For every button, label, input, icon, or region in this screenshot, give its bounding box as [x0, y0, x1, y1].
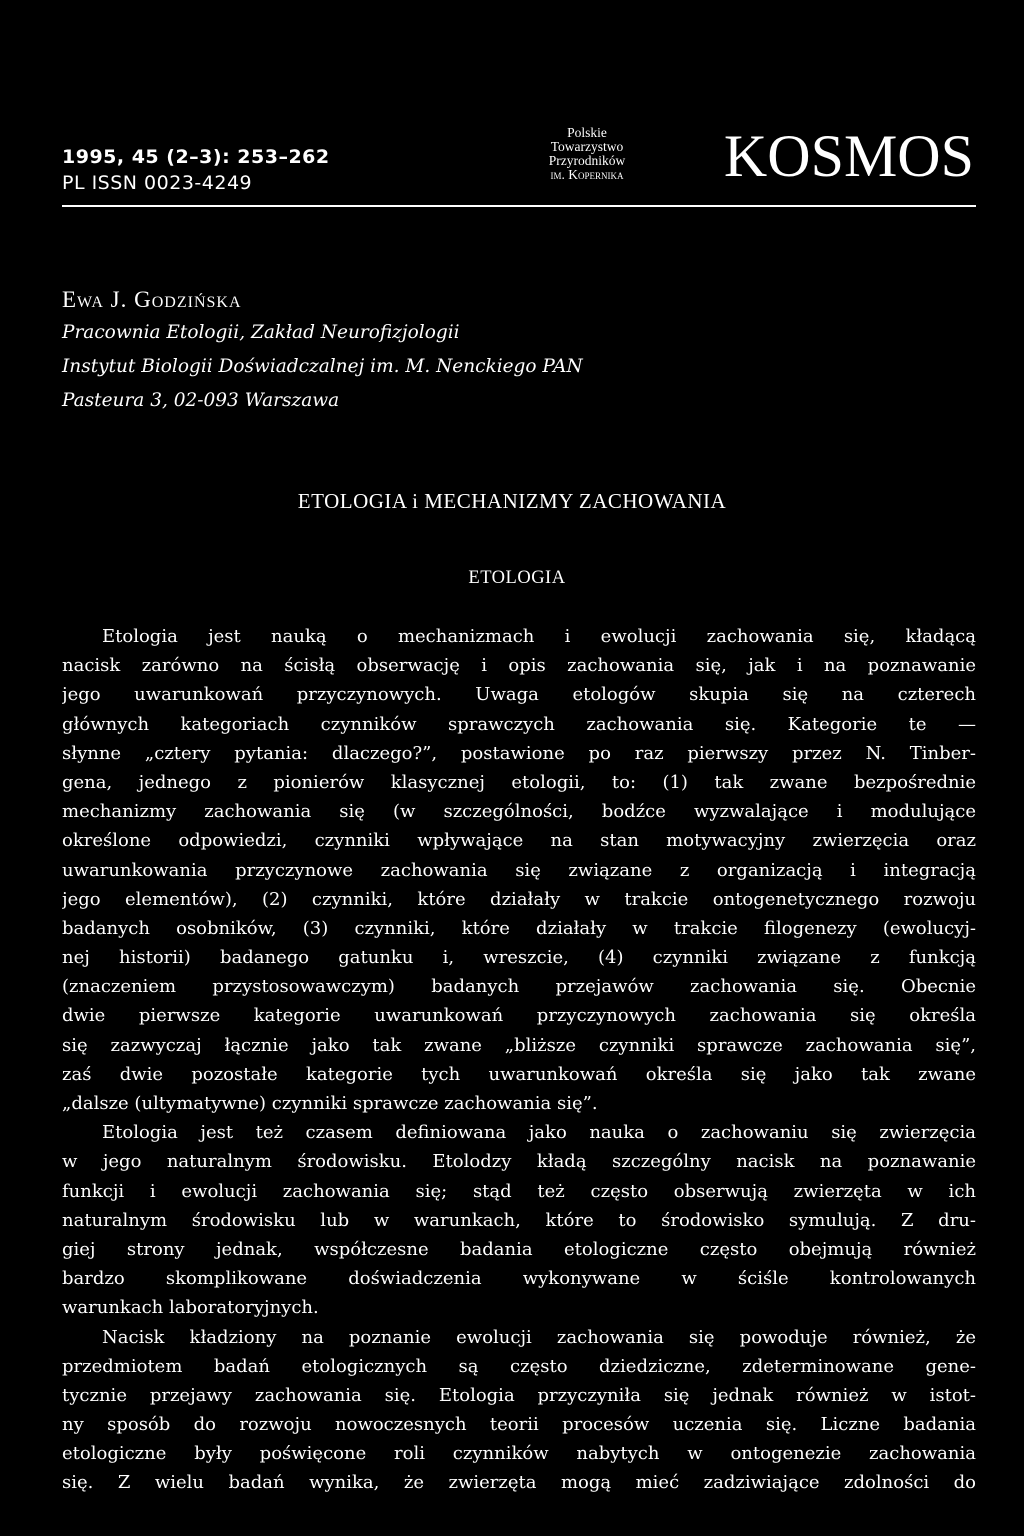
- text-line: głównych kategoriach czynników sprawczych zachowania się. Kategorie te —: [62, 713, 976, 735]
- publisher-line: Towarzystwo: [550, 139, 624, 154]
- text-line: „dalsze (ultymatywne) czynniki sprawcze zachowania się”.: [62, 1093, 598, 1114]
- text-line: bardzo skomplikowane doświadczenia wykonywane w ściśle kontrolowanych: [62, 1268, 976, 1290]
- text-line: Etologia jest nauką o mechanizmach i ewolucji zachowania się, kładącą: [102, 626, 976, 647]
- text-line: słynne „cztery pytania: dlaczego?”, postawione po raz pierwszy przez N. Tinber-: [62, 742, 976, 764]
- publisher-line: Polskie: [567, 125, 607, 140]
- text-line: tycznie przejawy zachowania się. Etologia przyczyniła się jednak również w istot-: [62, 1384, 976, 1406]
- journal-header: [62, 100, 976, 208]
- text-line: uwarunkowania przyczynowe zachowania się związane z organizacją i integracją: [62, 859, 976, 881]
- citation-block: [62, 144, 330, 196]
- text-line: nej historii) badanego gatunku i, wreszcie, (4) czynniki związane z funkcją: [62, 947, 976, 969]
- issn: PL ISSN 0023-4249: [62, 172, 253, 194]
- section-heading: ETOLOGIA: [468, 568, 566, 588]
- publisher-line: im. Kopernika: [550, 167, 624, 182]
- text-line: dwie pierwsze kategorie uwarunkowań przyczynowych zachowania się określa: [62, 1005, 976, 1027]
- affiliation-line: Instytut Biologii Doświadczalnej im. M. Nenckiego PAN: [62, 356, 583, 377]
- text-line: naturalnym środowisku lub w warunkach, które to środowisko symulują. Z dru-: [62, 1209, 976, 1231]
- text-line: jego uwarunkowań przyczynowych. Uwaga etologów skupia się na czterech: [62, 684, 976, 706]
- affiliation-line: Pracownia Etologii, Zakład Neurofizjologii: [62, 322, 460, 343]
- journal-title: KOSMOS: [723, 123, 974, 189]
- publisher-logo: [535, 126, 639, 182]
- affiliation-line: Pasteura 3, 02-093 Warszawa: [62, 390, 340, 411]
- text-line: gena, jednego z pionierów klasycznej etologii, to: (1) tak zwane bezpośrednie: [62, 771, 976, 793]
- text-line: etologiczne były poświęcone roli czynników nabytych w ontogenezie zachowania: [62, 1443, 976, 1465]
- text-line: badanych osobników, (3) czynniki, które działały w trakcie filogenezy (ewolucyj-: [62, 917, 976, 939]
- text-line: określone odpowiedzi, czynniki wpływające na stan motywacyjny zwierzęcia oraz: [62, 830, 976, 852]
- text-line: Etologia jest też czasem definiowana jako nauka o zachowaniu się zwierzęcia: [102, 1122, 976, 1144]
- text-line: nacisk zarówno na ścisłą obserwację i opis zachowania się, jak i na poznawanie: [62, 655, 976, 677]
- text-line: (znaczeniem przystosowawczym) badanych przejawów zachowania się. Obecnie: [62, 976, 976, 998]
- text-line: przedmiotem badań etologicznych są często dziedziczne, zdeterminowane gene-: [62, 1355, 976, 1377]
- publisher-line: Przyrodników: [548, 153, 626, 168]
- text-line: giej strony jednak, współczesne badania etologiczne często obejmują również: [62, 1238, 976, 1260]
- text-line: jego elementów), (2) czynniki, które działały w trakcie ontogenetycznego rozwoju: [62, 888, 976, 910]
- text-line: się zazwyczaj łącznie jako tak zwane „bliższe czynniki sprawcze zachowania się”,: [62, 1034, 976, 1056]
- text-line: ny sposób do rozwoju nowoczesnych teorii procesów uczenia się. Liczne badania: [62, 1414, 976, 1436]
- article-body: [62, 622, 976, 1498]
- text-line: funkcji i ewolucji zachowania się; stąd też często obserwują zwierzęta w ich: [62, 1180, 976, 1202]
- volume-citation: 1995, 45 (2–3): 253–262: [62, 146, 330, 168]
- text-line: w jego naturalnym środowisku. Etolodzy kładą szczególny nacisk na poznawanie: [62, 1151, 976, 1173]
- text-line: warunkach laboratoryjnych.: [62, 1297, 319, 1319]
- author-name: Ewa J. Godzińska: [62, 287, 242, 312]
- text-line: zaś dwie pozostałe kategorie tych uwarunkowań określa się jako tak zwane: [62, 1063, 976, 1085]
- header-divider: [62, 205, 976, 207]
- text-line: Nacisk kładziony na poznanie ewolucji zachowania się powoduje również, że: [102, 1326, 976, 1348]
- text-line: się. Z wielu badań wynika, że zwierzęta mogą mieć zadziwiające zdolności do: [62, 1472, 976, 1494]
- article-title: ETOLOGIA i MECHANIZMY ZACHOWANIA: [297, 489, 727, 513]
- text-line: mechanizmy zachowania się (w szczególności, bodźce wyzwalające i modulujące: [62, 801, 976, 823]
